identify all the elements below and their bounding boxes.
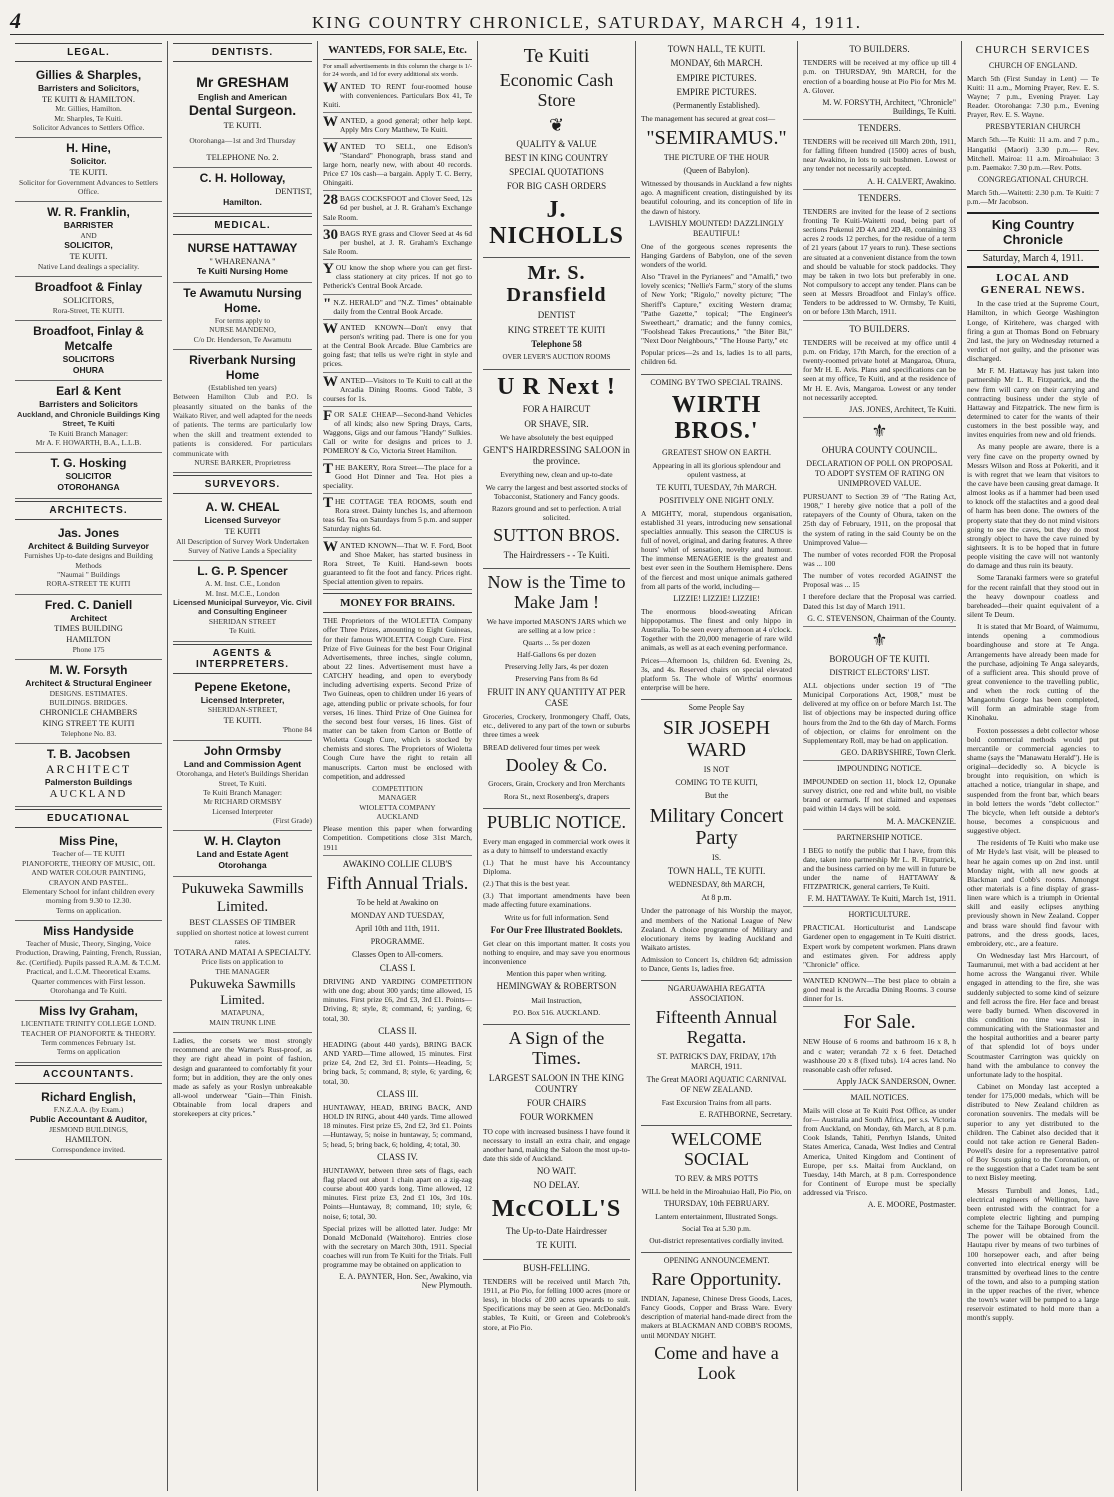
drop-cap: T	[323, 495, 334, 512]
ad-pine: Miss Pine, Teacher of— TE KUITI PIANOFORTE, THEORY OF MUSIC, OIL AND WATER COLOUR PAINTING, CRAYON AND PASTEL. Elementary School for infant children every morning from 9.30 to 12.30. Terms on application.	[15, 831, 162, 921]
forsale-text: NEW House of 6 rooms and bathroom 16 x 8, h and c water; verandah 72 x 6 feet. Detached washhouse 20 x 8 (fixed tubs). 1/4 acres land. No reasonable cash offer refused.	[803, 1037, 956, 1074]
builders1-signature: M. W. FORSYTH, Architect, "Chronicle" Buildings, Te Kuiti.	[822, 97, 956, 116]
news-paragraph: Cabinet on Monday last accepted a tender for 175,000 medals, which will be distributed to New Zealand children as coronation souvenirs. The medals will be superior to any yet distributed to the children. The Cabinet also decided that it could not take action re General Baden-Powell's desire for a representative patrol of Boy Scouts going to the Coronation, or re the suggestion that a Cadet team be sent to next Bisley meeting.	[967, 1081, 1099, 1183]
partner-signature: F. M. HATTAWAY. Te Kuiti, March 1st, 1911.	[807, 894, 956, 904]
ad-english: Richard English, F.N.Z.A.A. (by Exam.) Public Accountant & Auditor, JESMOND BUILDINGS, HAMILTON. Correspondence invited.	[15, 1087, 162, 1160]
money-address: COMPETITION MANAGER WIOLETTA COMPANY AUCKLAND	[359, 783, 436, 821]
ad-corsets: Ladies, the corsets we most strongly recommend are the Warner's Rust-proof, as they are right ahead in point of fashion, design and guaranteed to comfortably fit your form; but in addition, they are the only ones made as safely as your Roslyn unbreakable all-wool underwear "Gain—Thin Finish. Obtainable from local drapers and storekeepers at city prices."	[173, 1036, 312, 1119]
mail-heading: MAIL NOTICES.	[850, 1092, 909, 1102]
ad-graham: Miss Ivy Graham, LICENTIATE TRINITY COLLEGE LOND. TEACHER OF PIANOFORTE & THEORY. Term commences February 1st. Terms on application	[15, 1001, 162, 1063]
impound-signature: M. A. MACKENZIE.	[886, 816, 956, 826]
welcome-to: TO REV. & MRS POTTS	[674, 1173, 759, 1183]
jam-bread: BREAD delivered four times per week	[483, 742, 600, 752]
dooley-address: Rora St., next Rosenberg's, drapers	[503, 791, 610, 801]
wanted-ad-text: ANTED, a good general; other help kept. Apply Mrs Cory Matthew, Te Kuiti.	[340, 116, 472, 135]
wanted-ad	[323, 407, 472, 456]
ad-regatta	[641, 984, 792, 1126]
collie-end: Special prizes will be allotted later. Judge: Mr Donald McDonald (Waitehoro). Entries close with the secretary on March 30th, 1911. Special coaches will run from Te Kuiti for the Trials. Full programme may be obtained on application to	[323, 1223, 472, 1270]
public-notice-items	[483, 858, 630, 910]
ohura-end: I therefore declare that the Proposal was carried. Dated this 1st day of March 1911.	[803, 592, 956, 611]
nicholls-orders: FOR BIG CASH ORDERS	[506, 181, 607, 192]
ohura-for: The number of votes recorded FOR the Proposal was ... 100	[803, 549, 956, 569]
section-heading-legal: LEGAL.	[15, 43, 162, 62]
military-date: WEDNESDAY, 8th MARCH,	[668, 880, 765, 890]
column-legal	[10, 41, 168, 1491]
public-notice-mention: Mention this paper when writing.	[506, 969, 607, 979]
dransfield-dentist: DENTIST	[537, 310, 576, 321]
welcome-held: WILL be held in the Miroahuiao Hall, Pio Pio, on	[641, 1186, 792, 1196]
regatta-association: NGARUAWAHIA REGATTA ASSOCIATION.	[667, 984, 766, 1004]
mccoll-name: McCOLL'S	[491, 1195, 622, 1222]
nicholls-top: Te Kuiti	[523, 45, 590, 67]
ward-coming: COMING TO TE KUITI,	[675, 778, 758, 788]
ad-gresham: Mr GRESHAM English and American Dental Surgeon. TE KUITI. Otorohanga—1st and 3rd Thursday TELEPHONE No. 2.	[173, 65, 312, 168]
ward-is-not: IS NOT	[703, 765, 730, 775]
collie-class-text: HUNTAWAY, HEAD, BRING BACK, AND HOLD IN RING, about 440 yards. Time allowed 18 minutes. First prize £5, 2nd £2, 3rd £1. Points—Huntaway, 5; noise in huntaway, 5; command, 5; head, 5; bring back, 6; holding, 4; total, 30.	[323, 1102, 472, 1149]
section-heading-accountants: ACCOUNTANTS.	[15, 1065, 162, 1084]
dransfield-location: OVER LEVER'S AUCTION ROOMS	[502, 353, 611, 362]
ad-nicholls	[483, 45, 630, 258]
tenders1-signature: A. H. CALVERT, Awakino.	[867, 176, 956, 186]
tenders2-heading: TENDERS.	[858, 192, 901, 203]
ad-empire-pictures	[641, 44, 792, 375]
collie-programme: PROGRAMME.	[370, 936, 425, 946]
collie-days: MONDAY AND TUESDAY,	[350, 910, 445, 920]
congregational-heading: CONGREGATIONAL CHURCH.	[977, 175, 1089, 185]
nicholls-best: BEST IN KING COUNTRY	[504, 152, 609, 163]
dransfield-name: Mr. S. Dransfield	[506, 262, 607, 307]
ad-cheal: A. W. CHEAL Licensed Surveyor TE KUITI All Description of Survey Work Undertaken Survey of Native Lands a Speciality	[173, 497, 312, 561]
news-paragraph: Messrs Turnbull and Jones, Ltd., electrical engineers of Wellington, have been entrusted with the contract for a complete electric lighting and pumping scheme for the Taihape Borough Council. The power will be obtained from the Hautapu river by means of two turbines of 100 horsepower each, and after being converted into electrical energy will be transmitted by overhead lines to the centre of the town, and also to a pumping station in the upper reaches of the river, whence the town's water will be pumped to a large reservoir estimated to hold more than a month's supply.	[967, 1185, 1099, 1323]
ohura-sub: DECLARATION OF POLL ON PROPOSAL TO ADOPT SYSTEM OF RATING ON UNIMPROVED VALUE.	[806, 459, 953, 489]
collie-trials-title: Fifth Annual Trials.	[326, 873, 469, 894]
ad-jones: Jas. Jones Architect & Building Surveyor Furnishes Up-to-date designs and Building Methods "Naumai " Buildings RORA-STREET TE KUITI	[15, 523, 162, 595]
wanted-ad-text: ANTED KNOWN—Don't envy that person's writing pad. There is one for you at the Central Book Arcade. Blue Cambrics are going fast; that tells us we're right in style and prices.	[323, 322, 472, 369]
news-paragraph: It is stated that Mr Board, of Waimumu, intends opening a commodious boardinghouse and store at Te Anga. Arrangements have already been made for the purchase, adjoining Te Anga saleyards, of a sufficient area. This should prove of great convenience to the travelling public, and when the rock cutting of the Mangaotuhu Gorge has been completed, will form an admirable stage from Kinohaku.	[967, 622, 1099, 723]
ohura-against: The number of votes recorded AGAINST the Proposal was ... 15	[803, 571, 956, 590]
collie-class-heading: CLASS I.	[379, 962, 416, 973]
urnext-new: Everything new, clean and up-to-date	[500, 470, 613, 480]
hemingway-mail: Mail Instruction,	[531, 995, 582, 1005]
jam-jelly-jars: Preserving Jelly Jars, 4s per dozen	[504, 662, 609, 672]
ad-jam	[483, 573, 630, 809]
page-number: 4	[10, 8, 21, 33]
presbyterian-text: March 5th.—Te Kuiti: 11 a.m. and 7 p.m., Hangatiki (Maori) 3.30 p.m.— Rev. Mitchell. Mairoa: 11 a.m. Miroahuiao: 3 p.m. Paemako: 7.30 p.m.—Rev. Potts.	[967, 135, 1099, 172]
drop-cap: W	[323, 373, 338, 390]
chronicle-dateline: Saturday, March 4, 1911.	[967, 251, 1099, 268]
public-notice-heading: PUBLIC NOTICE.	[487, 811, 626, 832]
ad-military-concert	[641, 703, 792, 981]
semiramus-text: Witnessed by thousands in Auckland a few nights ago. A magnificent creation, distinguished by its beautiful colouring, and its conception of life in the dawn of history.	[641, 179, 792, 216]
lavish-heading: LAVISHLY MOUNTED! DAZZLINGLY BEAUTIFUL!	[649, 218, 784, 238]
tenders2-text: TENDERS are invited for the lease of 2 sections fronting Te Kuiti-Waitetti road, being part of sections Pukenui 2D 4A and 2D 4B, containing 33 acres 2 roods 12 perches, for the residue of a term of 21 years (about 17 years to run). These sections are situated at a convenient distance from the town and should be valuable for stock paddocks. They may be taken in two lots but preferably in one. Not compulsory to accept any tender. Plans can be seen at Messrs Broadfoot and Finlay's office. Tenders to be addressed to W. Ormsby, Te Kuiti, on or before 13th March, 1911.	[803, 206, 956, 317]
ohura-heading: OHURA COUNTY COUNCIL.	[821, 444, 938, 455]
wanteds-intro: For small advertisements in this column the charge is 1/- for 24 words, and 1d for every additional six words.	[323, 63, 472, 78]
impound-text: IMPOUNDED on section 11, block 12, Opunake survey district, one red and white bull, no visible brand or earmark. If not claimed and expenses paid within 14 days will be sold.	[803, 776, 956, 814]
urnext-razors: Razors ground and set to perfection. A trial solicited.	[491, 503, 622, 522]
dransfield-street: KING STREET TE KUITI	[507, 324, 606, 335]
military-time: At 8 p.m.	[701, 893, 732, 903]
empire-established: (Permanently Established).	[673, 101, 760, 110]
wanted-ad-text: OU know the shop where you can get first-class stationery at city prices. If not go to Petherick's Central Book Arcade.	[323, 263, 472, 291]
column-wanteds	[318, 41, 478, 1491]
section-heading-educational: EDUCATIONAL	[15, 809, 162, 828]
builders2-text: TENDERS will be received at my office until 4 p.m. on Friday, 17th March, for the erection of a twenty-roomed private hotel at Mangaroa, Ohura, for Mr H. E. Avis. Plans and specifications can be seen at my office, Te Kuiti, and at the residence of Mr H. E. Avis, Mangaroa. Lowest or any tender not necessarily accepted.	[803, 337, 956, 402]
ad-hine: H. Hine, Solicitor. TE KUITI. Solicitor for Government Advances to Settlers Office.	[15, 138, 162, 202]
townhall-date: MONDAY, 6th MARCH.	[670, 58, 763, 69]
electors-text: ALL objections under section 19 of "The Municipal Corporations Act, 1908," must be delivered at my office on or before March 1st. The list of objections may be inspected during office hours from the 2nd to the 6th day of March. Forms of objection, or claims for enrolment on the Supplementary Roll, may be had on application.	[803, 680, 956, 745]
borough-crest-icon: ⚜	[871, 629, 888, 650]
welcome-lantern: Lantern entertainment, Illustrated Songs.	[655, 1211, 778, 1221]
come-look: Come and have a Look	[654, 1342, 779, 1383]
semiramus-picture: THE PICTURE OF THE HOUR	[663, 153, 770, 163]
collie-class-heading: CLASS IV.	[377, 1151, 418, 1162]
collie-club-heading: AWAKINO COLLIE CLUB'S	[342, 858, 453, 869]
lizzie-heading: LIZZIE! LIZZIE! LIZZIE!	[673, 593, 760, 603]
news-paragraphs	[967, 299, 1099, 1322]
lavish-text: One of the gorgeous scenes represents the Hanging Gardens of Babylon, one of the seven wonders of the world.	[641, 241, 792, 269]
column-shops	[478, 41, 636, 1491]
wanted-ads-list	[323, 79, 472, 590]
ad-public-notice	[483, 813, 630, 1025]
collie-dates: April 10th and 11th, 1911.	[355, 923, 440, 933]
builders2-signature: JAS. JONES, Architect, Te Kuiti.	[849, 404, 956, 414]
ad-awamutu: Te Awamutu Nursing Home. For terms apply to NURSE MANDENO, C/o Dr. Henderson, Te Awamutu	[173, 283, 312, 350]
wirth-date: TE KUITI, TUESDAY, 7th MARCH.	[656, 482, 777, 492]
times-title: A Sign of the Times.	[508, 1028, 605, 1068]
sutton-name: SUTTON BROS.	[493, 525, 620, 546]
partner-heading: PARTNERSHIP NOTICE.	[836, 832, 923, 842]
hemingway-name: HEMINGWAY & ROBERTSON	[496, 981, 617, 992]
wanted-ad-text: HE COTTAGE TEA ROOMS, south end Rora street. Dainty lunches 1s, and afternoon teas 6d. Tea on Saturdays from 5 p.m. and supper Saturday nights 6d.	[323, 497, 472, 534]
bush-felling-text: TENDERS will be received until March 7th, 1911, at Pio Pio, for felling 1000 acres (more or less), in blocks of 200 acres upwards to suit. Specifications may be seen at Geo. McDonald's stables, Te Kuiti, or Green and Colebrook's store, at Pio Pio.	[483, 1276, 630, 1332]
sutton-tagline: The Hairdressers - - Te Kuiti.	[503, 549, 610, 560]
public-notice-booklets: For Our Free Illustrated Booklets.	[490, 924, 623, 935]
drop-cap: W	[323, 538, 338, 555]
mccoll-town: TE KUITI.	[536, 1240, 577, 1251]
ad-gillies-sharples: Gillies & Sharples, Barristers and Solicitors, TE KUITI & HAMILTON. Mr. Gillies, Hamilton. Mr. Sharples, Te Kuiti. Solicitor Advances to Settlers Office.	[15, 65, 162, 138]
forsale-title: For Sale.	[843, 1011, 916, 1034]
wanted-ad-text: ANTED—Visitors to Te Kuiti to call at the Arcadia Dining Rooms. Good Table, 3 courses for 1s.	[323, 375, 472, 403]
drop-cap: Y	[323, 261, 334, 278]
collie-class-text: HUNTAWAY, between three sets of flags, each flag placed out about 1 chain apart on a zig-zag course about 400 yards long. Time allowed, 12 minutes. First prize £3, 2nd £1 10s, 3rd 10s. Points—Huntaway, 8; command, 10; style, 6; noise, 6; total, 30.	[323, 1165, 472, 1221]
wanted-ad	[323, 194, 472, 221]
wanted-ad	[323, 226, 472, 256]
ad-mccoll	[483, 1029, 630, 1260]
ad-dransfield	[483, 262, 630, 370]
wanted-ad-text: OR SALE CHEAP—Second-hand Vehicles of all kinds; also new Spring Drays, Carts, Waggons, Gigs and our famous "Handy" Sulkies. Call or write for designs and prices to J. POMEROY & Co, Victoria Street Hamilton.	[323, 409, 472, 456]
mccoll-tagline: The Up-to-Date Hairdresser	[506, 1226, 607, 1237]
wanted-ad-text: ANTED KNOWN—That W. F. Ford, Boot and Shoe Maker, has started business in Rora Street, Te Kuiti. Hand-sewn boots guaranteed to fit the foot and fancy. Prices right. Special attention given to repairs.	[323, 540, 472, 587]
wirth-name: WIRTH BROS.'	[671, 391, 762, 444]
collie-class-heading: CLASS III.	[376, 1088, 419, 1099]
drop-cap: W	[323, 79, 338, 96]
times-chairs: FOUR CHAIRS	[526, 1098, 587, 1109]
drop-cap: W	[323, 320, 338, 337]
ad-pukuweka: Pukuweka Sawmills Limited. BEST CLASSES OF TIMBER supplied on shortest notice at lowest current rates. TOTARA AND MATAI A SPECIALTY. Price lists on application to THE MANAGER Pukuweka Sawmills Limited. MATAPUNA, MAIN TRUNK LINE	[173, 877, 312, 1034]
empire-1: EMPIRE PICTURES.	[676, 72, 757, 83]
collie-venue: To be held at Awakino on	[356, 897, 439, 907]
drop-cap: W	[323, 139, 338, 156]
ad-daniell: Fred. C. Daniell Architect TIMES BUILDING HAMILTON Phone 175	[15, 595, 162, 660]
hemingway-address: P.O. Box 516. AUCKLAND.	[512, 1007, 601, 1017]
ad-handyside: Miss Handyside Teacher of Music, Theory, Singing, Voice Production, Drawing, Painting, French, Russian, &c. (Certified). Pupils passed R.A.M. & T.C.M. Practical, and L.C.M. Theoretical Exams. Quarter commences with First lesson. Otorohanga and Te Kuiti.	[15, 921, 162, 1001]
mail-text: Mails will close at Te Kuiti Post Office, as under for— Australia and South Africa, per s.s. Victoria from Auckland, on Monday, 6th March, at 8 p.m. Cook Islands, Tahiti, Penrhyn Islands, United States America, Canada, West Indies and Central America, United Kingdom and Continent of Europe, per s.s. Maitai from Auckland, on Tuesday, 14th March, at 8 p.m. Correspondence for Continent of Europe must be specially addressed via 'Frisco.	[803, 1105, 956, 1198]
public-notice-item: (2.) That this is the best year.	[483, 879, 570, 889]
dooley-name: Dooley & Co.	[505, 754, 608, 775]
borough-heading: BOROUGH OF TE KUITI.	[829, 653, 930, 664]
empire-2: EMPIRE PICTURES.	[676, 86, 757, 97]
urnext-title: U R Next !	[497, 373, 616, 400]
column-professional	[168, 41, 318, 1491]
wanted-ad	[323, 295, 472, 316]
dooley-desc: Grocers, Grain, Crockery and Iron Merchants	[488, 779, 625, 789]
wanted-ad-text: BAGS COCKSFOOT and Clover Seed, 12s 6d per bushel, at J. R. Graham's Exchange Sale Room.	[323, 194, 472, 222]
ad-rare-opportunity	[641, 1256, 792, 1383]
regatta-carnival: The Great MAORI AQUATIC CARNIVAL OF NEW ZEALAND.	[646, 1074, 787, 1094]
ad-welcome-social	[641, 1130, 792, 1253]
drop-cap: 28	[323, 192, 338, 209]
section-heading-medical: MEDICAL.	[173, 216, 312, 235]
welcome-invited: Out-district representatives cordially invited.	[649, 1236, 784, 1246]
wanted-ad	[323, 263, 472, 290]
lizzie-text: The enormous blood-sweating African hippopotamus. The finest and only hippo in Australia. To be seen every afternoon at 4 o'clock. Together with the 20,000 menagerie of rare wild animals, as well as at each evening performance.	[641, 606, 792, 653]
times-no-wait: NO WAIT.	[536, 1166, 577, 1177]
ad-hattaway: NURSE HATTAWAY " WHARENANA " Te Kuiti Nursing Home	[173, 238, 312, 283]
ad-ormsby: John Ormsby Land and Commission Agent Otorohanga, and Hetet's Buildings Sheridan Street, Te Kuiti. Te Kuiti Branch Manager: Mr RICHARD ORMSBY Licensed Interpreter (First Grade)	[173, 741, 312, 832]
ward-but: But the	[704, 791, 729, 801]
military-venue: TOWN HALL, TE KUITI.	[667, 866, 766, 877]
impound-heading: IMPOUNDING NOTICE.	[837, 763, 922, 773]
builders2-heading: TO BUILDERS.	[849, 323, 910, 334]
wanted-ad	[323, 320, 472, 369]
jam-groceries: Groceries, Crockery, Ironmongery Chaff, Oats, etc., delivered to any part of the town or suburbs three times a week	[483, 712, 630, 740]
builders1-heading: TO BUILDERS.	[849, 44, 910, 54]
urnext-equipped: We have absolutely the best equipped	[500, 432, 613, 442]
hort-heading: HORTICULTURE.	[848, 910, 911, 920]
wanted-ad-text: N.Z. HERALD" and "N.Z. Times" obtainable daily from the Central Book Arcade.	[333, 297, 472, 316]
semiramus-title: "SEMIRAMUS."	[646, 127, 787, 150]
ad-broadfoot-finlay: Broadfoot & Finlay SOLICITORS, Rora-Street, TE KUITI.	[15, 277, 162, 321]
wirth-appearing: Appearing in all its glorious splendour and opulent vastness, at	[652, 461, 781, 480]
public-notice-text: Every man engaged in commercial work owes it as a duty to himself to understand exactly	[483, 836, 630, 855]
jam-quarts: Quarts ... 5s per dozen	[522, 638, 591, 648]
ad-wirth	[641, 378, 792, 701]
opening-heading: OPENING ANNOUNCEMENT.	[663, 1256, 770, 1266]
drop-cap: W	[323, 114, 338, 131]
electors-heading: DISTRICT ELECTORS' LIST.	[829, 667, 930, 677]
rare-title: Rare Opportunity.	[651, 1269, 782, 1290]
collie-class-heading: CLASS II.	[378, 1025, 417, 1036]
ad-franklin: W. R. Franklin, BARRISTER AND SOLICITOR, TE KUITI. Native Land dealings a speciality.	[15, 202, 162, 277]
ward-pre: Some People Say	[688, 703, 745, 713]
hort-text: PRACTICAL Horticulturist and Landscape Gardener open to engagement in Te Kuiti district. Expert work by competent workmen. Plans drawn and estimates given. For address apply "Chronicle" office.	[803, 923, 956, 969]
section-heading-surveyors: SURVEYORS.	[173, 475, 312, 494]
urnext-shave: OR SHAVE, SIR.	[524, 418, 589, 429]
ad-forsyth: M. W. Forsyth Architect & Structural Engineer DESIGNS. ESTIMATES. BUILDINGS. BRIDGES. CHRONICLE CHAMBERS KING STREET TE KUITI Telephone No. 83.	[15, 660, 162, 744]
military-admission: Admission to Concert 1s, children 6d; admission to Dance, Gents 1s, ladies free.	[641, 955, 792, 974]
ad-broadfoot-metcalfe: Broadfoot, Finlay & Metcalfe SOLICITORS OHURA	[15, 321, 162, 381]
military-is: IS.	[711, 853, 722, 863]
welcome-tea: Social Tea at 5.30 p.m.	[682, 1223, 751, 1233]
times-largest: LARGEST SALOON IN THE KING COUNTRY	[488, 1072, 625, 1094]
public-notice-item: (3.) That important amendments have been made affecting future examinations.	[483, 891, 630, 910]
ad-clayton: W. H. Clayton Land and Estate Agent Otorohanga	[173, 831, 312, 876]
section-heading-dentists: DENTISTS.	[173, 43, 312, 62]
regatta-signature: E. RATHBORNE, Secretary.	[699, 1110, 792, 1120]
section-heading-agents: AGENTS & INTERPRETERS.	[173, 644, 312, 674]
wanted-ad	[323, 139, 472, 188]
column-news	[962, 41, 1104, 1491]
ad-urnext	[483, 374, 630, 569]
chronicle-masthead: King Country Chronicle	[967, 212, 1099, 251]
ad-riverbank: Riverbank Nursing Home (Established ten years) Between Hamilton Club and P.O. Is pleasantly situated on the banks of the Waikato River, and well adapted for the needs of patients. The terms are particularly low when the skill and treatment extended to patients is considered. For particulars communicate with NURSE BARKER, Proprietress	[173, 350, 312, 473]
jam-intro: We have imported MASON'S JARS which we are selling at a low price :	[486, 616, 627, 635]
regatta-trains: Fast Excursion Trains from all parts.	[661, 1097, 772, 1107]
jam-fruit: FRUIT IN ANY QUANTITY AT PER CASE	[487, 686, 626, 708]
tenders1-text: TENDERS will be received till March 20th, 1911, for falling fifteen hundred (1500) acres of bush, near Awakino, in lots to suit bushmen. Lowest or any tender not necessarily accepted.	[803, 137, 956, 174]
column-entertainment	[636, 41, 798, 1491]
regatta-date: ST. PATRICK'S DAY, FRIDAY, 17th MARCH, 1911.	[656, 1051, 777, 1071]
wanted-ad	[323, 116, 472, 134]
nicholls-special: SPECIAL QUOTATIONS	[509, 167, 604, 178]
collie-classes-list	[323, 963, 472, 1221]
times-text: TO cope with increased business I have found it necessary to install an extra chair, and engage another hand, making the Saloon the most up-to-date this side of Auckland.	[483, 1126, 630, 1164]
forsale-signature: Apply JACK SANDERSON, Owner.	[836, 1076, 956, 1086]
section-heading-money: MONEY FOR BRAINS.	[323, 593, 472, 613]
news-paragraph: In the case tried at the Supreme Court, Hamilton, in which George Washington Longe, of Kiritehere, was charged with firing a gun at Thomas Bond on February 2nd last, the jury on Wednesday returned a verdict of not guilty, and the prisoner was discharged.	[967, 299, 1099, 364]
news-paragraph: On Wednesday last Mrs Harcourt, of Taumarunui, met with a bad accident at her home across the Wanganui river. While engaged in attending to the fire, she was suddenly subjected to some kind of seizure and fell across the fire. Her face and breast were badly burned. When discovered in this condition no time was lost in communicating with the Stationmaster and the hospital authorities and a bearer party of that splendid lot of boys under Scoutmaster Carrington was quickly on hand with the ambulance to convey the unfortunate lady to the hospital.	[967, 951, 1099, 1079]
times-no-delay: NO DELAY.	[533, 1180, 580, 1191]
dransfield-telephone: Telephone 58	[531, 338, 582, 349]
ward-name: SIR JOSEPH WARD	[662, 717, 771, 762]
ohura-signature: G. C. STEVENSON, Chairman of the County.	[807, 613, 956, 623]
news-heading: LOCAL AND GENERAL NEWS.	[980, 272, 1086, 297]
news-paragraph: Mr F. M. Hattaway has just taken into partnership Mr L. R. Fitzpatrick, and the new firm will carry on their carrying and contracting business under the style of Hattaway and Fitzpatrick. The new firm is determined to cater for the wants of their customers in the best possible way, and invites enquiries from new and old friends.	[967, 366, 1099, 440]
nicholls-title: Economic Cash Store	[499, 70, 614, 110]
collie-class-text: HEADING (about 440 yards), BRING BACK AND YARD—Time allowed, 15 minutes. First prize £4, 2nd £2, 3rd £1. Points—Heading, 5; bring back, 5; command, 8; style, 6; yarding, 6; total, 30.	[323, 1040, 472, 1086]
ad-holloway: C. H. Holloway, DENTIST, Hamilton.	[173, 168, 312, 213]
collie-class-text: DRIVING AND YARDING COMPETITION with one dog; about 300 yards; time allowed, 15 minutes. First prize £6, 2nd £3, 3rd £1. Points—Driving, 8; style, 8; command, 6; yarding, 6; total, 30.	[323, 977, 472, 1023]
page-title: KING COUNTRY CHRONICLE, SATURDAY, MARCH 4, 1911.	[311, 13, 862, 32]
presbyterian-heading: PRESBYTERIAN CHURCH	[985, 122, 1081, 132]
collie-signature: E. A. PAYNTER, Hon. Sec, Awakino, via New Plymouth.	[339, 1272, 472, 1291]
tenders1-heading: TENDERS.	[858, 122, 901, 133]
ad-hosking: T. G. Hosking SOLICITOR OTOROHANGA	[15, 453, 162, 498]
urnext-haircut: FOR A HAIRCUT	[522, 404, 591, 415]
wirth-prices: Prices—Afternoon 1s, children 6d. Evening 2s, 3s, and 4s. Reserved chairs on special elevated platform 5s. The whole of Wirths' enormous enterprise will be here.	[641, 655, 792, 692]
wanted-ad-text: HE BAKERY, Rora Street—The place for a Good Hot Dinner and Tea. Hot pies a speciality.	[323, 462, 472, 490]
ad-jacobsen: T. B. Jacobsen ARCHITECT Palmerston Buildings AUCKLAND	[15, 744, 162, 807]
arcadia-text: WANTED KNOWN—The best place to obtain a good meal is the Arcadia Dining Rooms. 3 course dinner for 1s.	[803, 975, 956, 1004]
also-text: Also "Travel in the Pyrianees" and "Amalfi," two lovely scenics; "Nellie's Farm," story of the slums of New York; "Rigolo," novelty picture; "The Sheriff's Capture," exciting Western drama; "Pathe Gazette," topical; "The Engineer's Sweetheart," dramatic; and the funny comics, "Foolshead Takes Precautions," "the Biter Bit," "Next Door Neighbours," "The House Party," etc	[641, 272, 792, 346]
wirth-text: A MIGHTY, moral, stupendous organisation, established 31 years, introducing new sensational specialties annually. This season the CIRCUS is full of novel, original, and daring features. A three hours' whirl of sensation, novelty and humour. The immense MENAGERIE is the greatest and best ever seen in the Southern Hemisphere. Dens of the fiercest and most unique animals gathered from all parts of the world, including—	[641, 508, 792, 591]
wanted-ad	[323, 79, 472, 110]
semiramus-queen: (Queen of Babylon).	[683, 166, 750, 176]
urnext-saloon: GENT'S HAIRDRESSING SALOON in the province.	[483, 444, 630, 467]
church-heading: CHURCH SERVICES	[975, 44, 1091, 56]
money-for-brains-text: THE Proprietors of the WIOLETTA Company offer Three Prizes, amounting to Eight Guineas, for their famous WIOLETTA Cough Cure. First Prize of Five Guineas for the best Four Original Advertisements, three inches, single column, about 22 lines. Advertisement must have a CATCHY heading, and open to everybody including advertising experts. Second Prize of Two Guineas, open to children under 16 years of age, attending public or private schools, for four verses, 16 lines. Third Prize of One Guinea for the second best four verses, 16 lines. Gist of matter can be taken from Carton or Bottle of Wioletta Cough Cure, which is stocked by chemists and stores. The Proprietors of Wioletta Cough Cure have the right to retain all manuscripts. Carton must be enclosed with competition, and addressed	[323, 616, 472, 781]
section-heading-wanteds: WANTEDS, FOR SALE, Etc.	[323, 41, 472, 60]
regatta-title: Fifteenth Annual Regatta.	[655, 1007, 778, 1048]
drop-cap: "	[323, 295, 332, 312]
drop-cap: 30	[323, 226, 338, 243]
jam-half-gallons: Half-Gallons 6s per dozen	[517, 650, 596, 660]
column-notices	[798, 41, 962, 1491]
church-england-text: March 5th (First Sunday in Lent) — Te Kuiti: 11 a.m., Morning Prayer, Rev. E. S. Wayne; 7 p.m., Evening Prayer. Lay Reader. Otorohanga: 7.30 p.m., Evening Prayer, Rev. E. S. Wayne.	[967, 73, 1099, 120]
public-notice-write: Write us for full information. Send	[504, 912, 609, 922]
nicholls-quality: QUALITY & VALUE	[516, 138, 597, 149]
builders1-text: TENDERS will be received at my office up till 4 p.m. on THURSDAY, 9th MARCH, for the erection of a boarding house at Pio Pio for Mrs M. A. Glover.	[803, 58, 956, 95]
section-heading-architects: ARCHITECTS.	[15, 501, 162, 520]
ohura-text: PURSUANT to Section 39 of "The Rating Act, 1908," I hereby give notice that a poll of the ratepayers of the County of Ohura, taken on the 25th day of February, 1911, on the proposal that the system of rating in the said County be on the Unimproved Value—	[803, 492, 956, 547]
news-paragraph: As many people are aware, there is a very fine cave on the property owned by Messrs Wilson and Ross at Pokeriti, and it is with regret that we learn that visitors to the cave have been causing great damage. It almost looks as if a hammer had been used to knock off the stalactites and a good deal of harm has been done. The owners of the property state that they do not mind visitors going to see the caves, but they do most strongly object to have the cave ruined by sightseers. It is to be hoped that in future people visiting the cave will not wantonly do damage and thus ruin its beauty.	[967, 442, 1100, 571]
wanted-ad	[323, 497, 472, 534]
wanted-ad-text: ANTED TO SELL, one Edison's "Standard" Phonograph, brass stand and large horn, nearly new, with about 40 records. Price £7 10s cash—a bargain. Apply T. C. Berry, Ohingaiti.	[323, 141, 472, 188]
congregational-text: March 5th.—Waitetti: 2.30 p.m. Te Kuiti: 7 p.m.—Mr Jacobson.	[967, 188, 1099, 207]
partner-text: I BEG to notify the public that I have, from this date, taken into partnership Mr L. R. Fitzpatrick, and the business carried on by me will in future be under the name of HATTAWAY & FITZPATRICK, general carriers, Te Kuiti.	[803, 845, 956, 892]
mail-signature: A. E. MOORE, Postmaster.	[867, 1200, 956, 1210]
drop-cap: F	[323, 407, 333, 424]
popular-prices: Popular prices—2s and 1s, ladies 1s to all parts, children 6d.	[641, 348, 792, 367]
rare-text: INDIAN, Japanese, Chinese Dress Goods, Laces, Fancy Goods, Copper and Brass Ware. Every description of material hand-made direct from the makers at BLACKMAN AND COBB'S ROOMS, until MONDAY NIGHT.	[641, 1294, 792, 1340]
welcome-title: WELCOME SOCIAL	[671, 1129, 762, 1169]
public-notice-item: (1.) That he must have his Accountancy Diploma.	[483, 857, 630, 876]
jam-title: Now is the Time to Make Jam !	[487, 572, 626, 612]
public-notice-clear: Get clear on this important matter. It costs you nothing to enquire, and may save you enormous inconvenience	[483, 938, 630, 967]
news-paragraph: Foxton possesses a debt collector whose bold commercial methods would put mercantile or commercial agencies to shame (says the "Manawatu Herald"). He is original—decidedly so. A bicycle is brought into requisition, on which is attached a notice, triangular in shape, and suspended from the front bar, which bears in bold letters the words "debt collector." The bicycle, when left outside a debtor's house, becomes a conspicuous and suggestive object.	[967, 725, 1099, 836]
electors-signature: GEO. DARBYSHIRE, Town Clerk.	[840, 747, 956, 757]
bush-felling-heading: BUSH-FELLING.	[523, 1262, 590, 1273]
wanted-ad	[323, 460, 472, 490]
ad-spencer: L. G. P. Spencer A. M. Inst. C.E., London M. Inst. M.C.E., London Licensed Municipal Surveyor, Vic. Civil and Consulting Engineer SHERIDAN STREET Te Kuiti.	[173, 561, 312, 641]
times-workmen: FOUR WORKMEN	[519, 1112, 594, 1123]
wirth-greatest: GREATEST SHOW ON EARTH.	[661, 448, 771, 458]
news-paragraph: The residents of Te Kuiti who make use of Mr Hyde's last visit, will be pleased to hear he again comes up on 2nd inst. until Monday night, with all new goods at Blackman and Cobb's rooms. Amongst other materials is a fine display of grass-linen ware which is a triumph in Oriental skill and easily eclipses anything previously shown in New Zealand. Copper and brass ware should find favour with patrons, and the dress goods, laces, embroidery, etc., are a feature.	[967, 838, 1099, 948]
wanted-ad	[323, 538, 472, 587]
ad-eketone: Pepene Eketone, Licensed Interpreter, SHERIDAN-STREET, TE KUITI. 'Phone 84	[173, 677, 312, 741]
wirth-one-night: POSITIVELY ONE NIGHT ONLY.	[659, 495, 774, 505]
ad-earl-kent: Earl & Kent Barristers and Solicitors Auckland, and Chronicle Buildings King Street, Te Kuiti Te Kuiti Branch Manager: Mr A. F. HOWARTH, B.A., L.L.B.	[15, 381, 162, 453]
money-close: Please mention this paper when forwarding Competition. Competitions close 31st March, 1911	[323, 824, 472, 852]
urnext-stocks: We carry the largest and best assorted stocks of Tobacconist, Stationery and Fancy goods.	[485, 482, 628, 501]
empire-management: The management has secured at great cost—	[641, 114, 776, 123]
wanted-ad-text: BAGS RYE grass and Clover Seed at 4s 6d per bushel, at J. R. Graham's Exchange Sale Room.	[323, 228, 472, 256]
collie-classes-open: Classes Open to All-comers.	[351, 949, 444, 959]
wirth-coming: COMING BY TWO SPECIAL TRAINS.	[650, 377, 783, 387]
page-header	[10, 8, 1104, 35]
ornament-icon: ❦	[548, 114, 565, 135]
military-text: Under the patronage of his Worship the mayor, and members of the National League of New Zealand. A choice programme of Military and elocutionary items by leading Auckland and Waikato artistes.	[641, 906, 792, 952]
townhall-line: TOWN HALL, TE KUITI.	[667, 44, 766, 54]
military-title: Military Concert Party	[649, 805, 784, 850]
welcome-date: THURSDAY, 10th FEBRUARY.	[663, 1198, 770, 1208]
drop-cap: T	[323, 460, 334, 477]
wanted-ad	[323, 373, 472, 403]
wanted-ad-text: ANTED TO RENT four-roomed house with conveniences. Particulars Box 41, Te Kuiti.	[323, 81, 472, 110]
church-england-heading: CHURCH OF ENGLAND.	[988, 60, 1078, 70]
nicholls-name: J. NICHOLLS	[489, 196, 624, 249]
crest-icon: ⚜	[871, 420, 888, 441]
news-paragraph: Some Taranaki farmers were so grateful for the recent rainfall that they stood out in the heavy downpour coatless and bareheaded—their quaint equivalent of a silent Te Deum.	[967, 573, 1099, 619]
jam-pans: Preserving Pans from 8s 6d	[515, 674, 598, 684]
